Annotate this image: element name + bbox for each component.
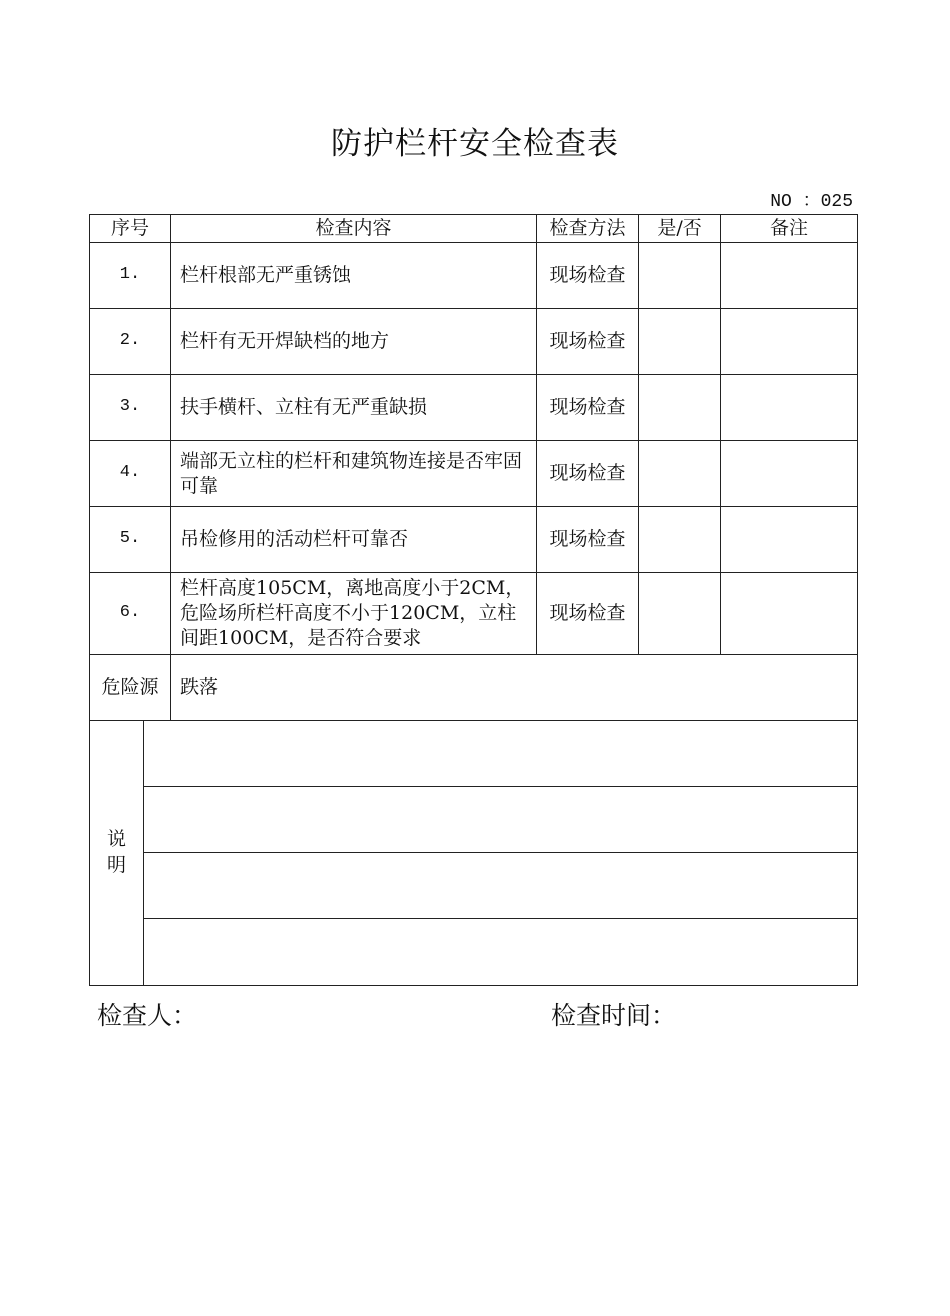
table-row: [90, 507, 858, 573]
row-number: 2.: [90, 309, 171, 375]
row-number: 4.: [90, 441, 171, 507]
yes-no-cell[interactable]: [639, 375, 721, 441]
yes-no-cell[interactable]: [639, 507, 721, 573]
document-number: NO ：025: [770, 192, 853, 212]
page-title: 防护栏杆安全检查表: [331, 126, 619, 162]
explanation-line[interactable]: [144, 919, 858, 986]
yes-no-cell[interactable]: [639, 441, 721, 507]
row-content: 吊检修用的活动栏杆可靠否: [171, 507, 537, 573]
table-row: [90, 573, 858, 655]
explanation-row: [90, 853, 858, 919]
table-row: [90, 441, 858, 507]
explanation-row: [90, 787, 858, 853]
explanation-line[interactable]: [144, 853, 858, 919]
row-method: 现场检查: [537, 441, 639, 507]
explanation-row: [90, 919, 858, 986]
row-content: 栏杆有无开焊缺档的地方: [171, 309, 537, 375]
explanation-line[interactable]: [144, 721, 858, 787]
row-number: 3.: [90, 375, 171, 441]
row-content: 栏杆高度105CM，离地高度小于2CM，危险场所栏杆高度不小于120CM，立柱间距100CM，是否符合要求: [171, 573, 537, 655]
remark-cell[interactable]: [721, 441, 858, 507]
yes-no-cell[interactable]: [639, 243, 721, 309]
hazard-row: [90, 655, 858, 721]
yes-no-cell[interactable]: [639, 573, 721, 655]
inspector-label: 检查人：: [97, 1001, 198, 1030]
row-method: 现场检查: [537, 243, 639, 309]
hazard-value: 跌落: [171, 655, 858, 721]
explanation-line[interactable]: [144, 787, 858, 853]
inspection-time-label: 检查时间：: [551, 1001, 677, 1030]
inspection-table: [89, 214, 858, 986]
row-method: 现场检查: [537, 309, 639, 375]
row-method: 现场检查: [537, 573, 639, 655]
remark-cell[interactable]: [721, 507, 858, 573]
header-yes-no: 是/否: [639, 215, 721, 243]
row-number: 1.: [90, 243, 171, 309]
row-content: 扶手横杆、立柱有无严重缺损: [171, 375, 537, 441]
header-method: 检查方法: [537, 215, 639, 243]
row-content: 端部无立柱的栏杆和建筑物连接是否牢固可靠: [171, 441, 537, 507]
row-method: 现场检查: [537, 375, 639, 441]
remark-cell[interactable]: [721, 243, 858, 309]
table-header-row: [90, 215, 858, 243]
explanation-row: [90, 721, 858, 787]
hazard-label: 危险源: [90, 655, 171, 721]
row-content: 栏杆根部无严重锈蚀: [171, 243, 537, 309]
table-row: [90, 243, 858, 309]
header-content: 检查内容: [171, 215, 537, 243]
table-row: [90, 375, 858, 441]
header-remark: 备注: [721, 215, 858, 243]
header-no: 序号: [90, 215, 171, 243]
explanation-label: 说明: [90, 721, 144, 986]
row-number: 6.: [90, 573, 171, 655]
remark-cell[interactable]: [721, 573, 858, 655]
remark-cell[interactable]: [721, 309, 858, 375]
row-method: 现场检查: [537, 507, 639, 573]
yes-no-cell[interactable]: [639, 309, 721, 375]
table-row: [90, 309, 858, 375]
row-number: 5.: [90, 507, 171, 573]
remark-cell[interactable]: [721, 375, 858, 441]
